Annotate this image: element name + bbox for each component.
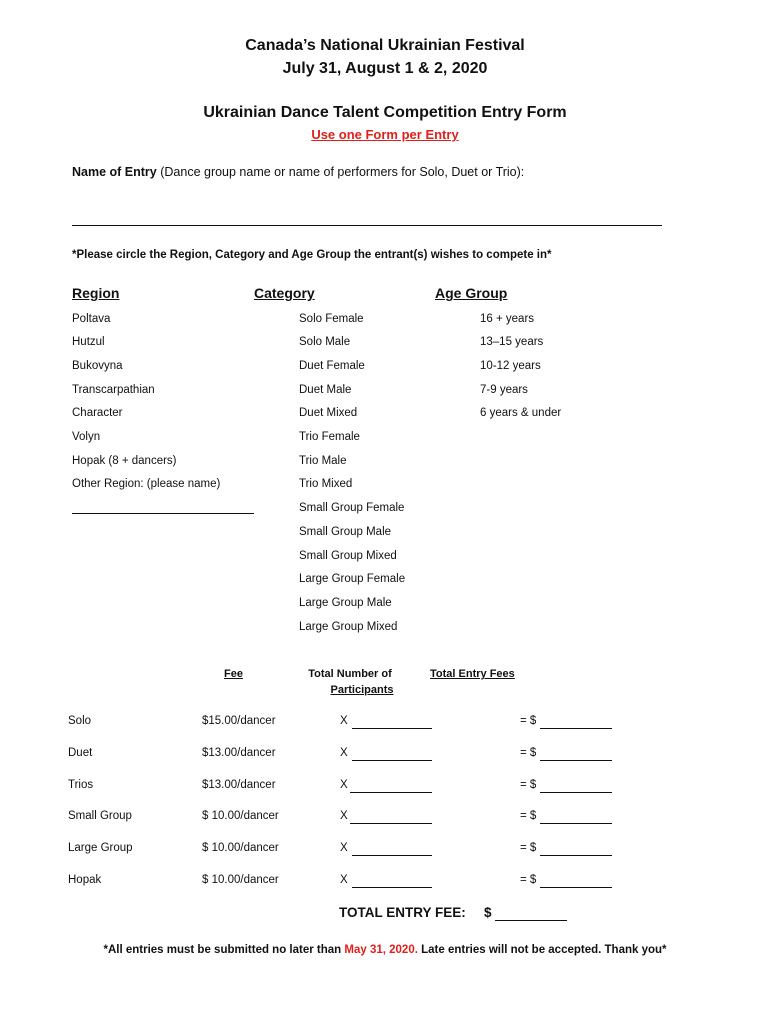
fee-row-multiplier: X: [340, 715, 348, 727]
total-currency: $: [484, 905, 492, 920]
fee-row-type: Solo: [68, 715, 92, 727]
category-item[interactable]: Duet Mixed: [299, 407, 358, 419]
age-group-item[interactable]: 13–15 years: [480, 336, 544, 348]
fee-row-multiplier: X: [340, 810, 348, 822]
entry-name-label-line: [72, 165, 524, 179]
region-item[interactable]: Bukovyna: [72, 360, 123, 372]
category-item[interactable]: Large Group Female: [299, 573, 406, 585]
category-item[interactable]: Small Group Mixed: [299, 550, 397, 562]
category-item[interactable]: Small Group Female: [299, 502, 405, 514]
category-item[interactable]: Trio Female: [299, 431, 360, 443]
category-header: Category: [254, 285, 315, 301]
participants-input-line[interactable]: [352, 855, 432, 856]
row-total-input-line[interactable]: [540, 855, 612, 856]
row-total-input-line[interactable]: [540, 792, 612, 793]
deadline-notice-part1: *All entries must be submitted no later than: [103, 944, 345, 956]
age-group-item[interactable]: 16 + years: [480, 313, 535, 325]
festival-dates: July 31, August 1 & 2, 2020: [282, 60, 488, 77]
participants-input-line[interactable]: [352, 760, 432, 761]
fee-row-type: Hopak: [68, 874, 102, 886]
region-item[interactable]: Hutzul: [72, 336, 105, 348]
fee-row-equals: = $: [520, 715, 537, 727]
region-header: Region: [72, 285, 120, 301]
category-item[interactable]: Trio Male: [299, 455, 347, 467]
fee-row-type: Small Group: [68, 810, 132, 822]
total-entry-fee-input-line[interactable]: [495, 920, 567, 921]
participants-header-line2: Participants: [330, 684, 394, 696]
festival-title: Canada’s National Ukrainian Festival: [245, 37, 525, 54]
category-item[interactable]: Trio Mixed: [299, 478, 353, 490]
fee-row-equals: = $: [520, 779, 537, 791]
row-total-input-line[interactable]: [540, 728, 612, 729]
fee-row-amount: $ 10.00/dancer: [202, 874, 279, 886]
entry-name-hint: (Dance group name or name of performers for Solo, Duet or Trio):: [156, 165, 525, 179]
age-group-item[interactable]: 6 years & under: [480, 407, 562, 419]
category-item[interactable]: Small Group Male: [299, 526, 392, 538]
category-item[interactable]: Solo Male: [299, 336, 351, 348]
fee-row-multiplier: X: [340, 747, 348, 759]
fee-row-equals: = $: [520, 874, 537, 886]
region-item[interactable]: Character: [72, 407, 123, 419]
form-title: Ukrainian Dance Talent Competition Entry Form: [203, 104, 567, 121]
category-item[interactable]: Duet Female: [299, 360, 365, 372]
fee-row-type: Duet: [68, 747, 93, 759]
row-total-input-line[interactable]: [540, 823, 612, 824]
entry-name-input-line[interactable]: [72, 225, 662, 226]
form-note: Use one Form per Entry: [311, 127, 459, 142]
deadline-notice: [0, 944, 770, 956]
fee-row-type: Trios: [68, 779, 94, 791]
fee-row-multiplier: X: [340, 874, 348, 886]
fee-row-amount: $13.00/dancer: [202, 779, 276, 791]
fee-row-amount: $13.00/dancer: [202, 747, 276, 759]
deadline-notice-part2: Late entries will not be accepted. Thank you*: [417, 944, 667, 956]
participants-input-line[interactable]: [350, 792, 432, 793]
fee-row-equals: = $: [520, 747, 537, 759]
other-region-input-line[interactable]: [72, 513, 254, 514]
category-item[interactable]: Large Group Male: [299, 597, 392, 609]
participants-input-line[interactable]: [352, 887, 432, 888]
row-total-input-line[interactable]: [540, 887, 612, 888]
participants-input-line[interactable]: [350, 823, 432, 824]
entry-name-label: Name of Entry: [72, 165, 157, 179]
fee-row-multiplier: X: [340, 779, 348, 791]
fee-row-equals: = $: [520, 842, 537, 854]
participants-header: [280, 666, 420, 698]
age-group-item[interactable]: 10-12 years: [480, 360, 541, 372]
fee-row-equals: = $: [520, 810, 537, 822]
fee-row-amount: $ 10.00/dancer: [202, 842, 279, 854]
category-item[interactable]: Solo Female: [299, 313, 364, 325]
participants-header-line1: Total Number of: [308, 668, 392, 680]
category-item[interactable]: Large Group Mixed: [299, 621, 398, 633]
participants-input-line[interactable]: [352, 728, 432, 729]
fee-header: Fee: [224, 668, 243, 680]
region-item[interactable]: Other Region: (please name): [72, 478, 221, 490]
region-item[interactable]: Poltava: [72, 313, 111, 325]
fee-row-type: Large Group: [68, 842, 133, 854]
region-item[interactable]: Transcarpathian: [72, 384, 155, 396]
total-entry-fee-label: TOTAL ENTRY FEE:: [339, 905, 466, 920]
category-item[interactable]: Duet Male: [299, 384, 352, 396]
fee-row-amount: $15.00/dancer: [202, 715, 276, 727]
age-group-item[interactable]: 7-9 years: [480, 384, 528, 396]
deadline-date: May 31, 2020.: [344, 944, 418, 956]
instruction-text: *Please circle the Region, Category and Age Group the entrant(s) wishes to compete in*: [72, 249, 552, 261]
total-entry-fees-header: Total Entry Fees: [430, 668, 515, 680]
fee-row-multiplier: X: [340, 842, 348, 854]
age-group-header: Age Group: [435, 285, 508, 301]
fee-row-amount: $ 10.00/dancer: [202, 810, 279, 822]
region-item[interactable]: Hopak (8 + dancers): [72, 455, 177, 467]
region-item[interactable]: Volyn: [72, 431, 101, 443]
row-total-input-line[interactable]: [540, 760, 612, 761]
